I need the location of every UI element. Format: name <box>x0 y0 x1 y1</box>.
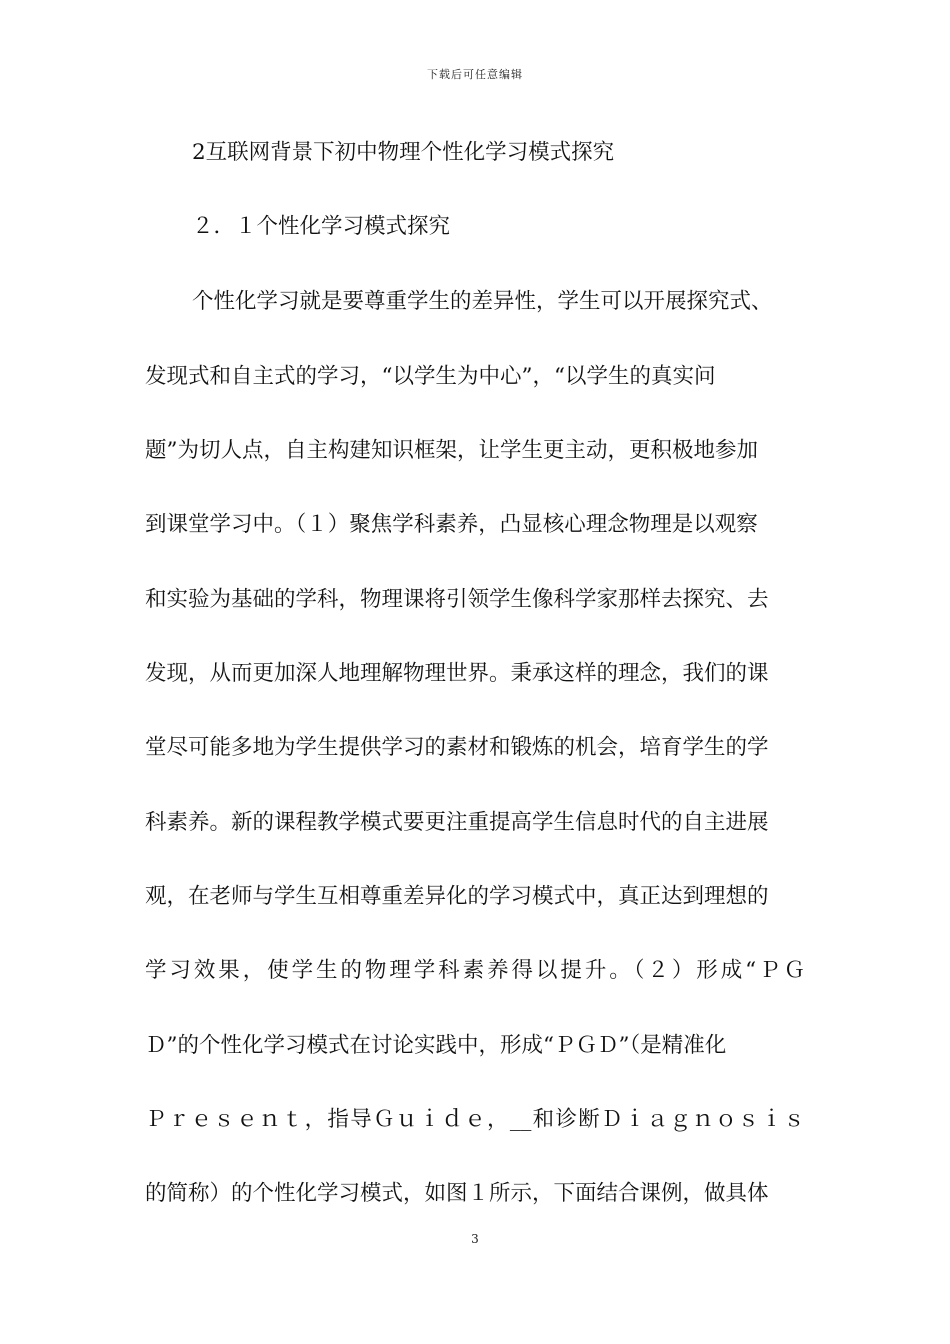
paragraph-line: 科素养。新的课程教学模式要更注重提高学生信息时代的自主进展 <box>145 810 769 835</box>
page-number: 3 <box>471 1232 479 1246</box>
subsection-heading: ２．１个性化学习模式探究 <box>192 214 451 239</box>
paragraph-line: 的简称）的个性化学习模式，如图１所示，下面结合课例，做具体 <box>145 1181 769 1206</box>
paragraph-line: 堂尽可能多地为学生提供学习的素材和锻炼的机会，培育学生的学 <box>145 735 769 760</box>
paragraph-line: Ｄ”的个性化学习模式在讨论实践中，形成“ＰＧＤ”（是精准化 <box>145 1033 727 1058</box>
paragraph-first-line: 个性化学习就是要尊重学生的差异性，学生可以开展探究式、 <box>192 289 773 314</box>
paragraph-line: 观，在老师与学生互相尊重差异化的学习模式中，真正达到理想的 <box>145 884 769 909</box>
paragraph-line: 到课堂学习中。（１）聚焦学科素养，凸显核心理念物理是以观察 <box>145 512 758 537</box>
paragraph-line: Ｐｒｅｓｅｎｔ，指导Ｇｕｉｄｅ，__和诊断Ｄｉａｇｎｏｓｉｓ <box>145 1107 805 1132</box>
paragraph-line: 学习效果，使学生的物理学科素养得以提升。（２）形成“ＰＧ <box>145 958 805 983</box>
page-header: 下载后可任意编辑 <box>427 68 523 81</box>
paragraph-line: 发现式和自主式的学习，“以学生为中心”，“以学生的真实问 <box>145 364 716 389</box>
section-heading: 2互联网背景下初中物理个性化学习模式探究 <box>192 140 615 165</box>
paragraph-line: 题”为切人点，自主构建知识框架，让学生更主动，更积极地参加 <box>145 438 758 463</box>
paragraph-line: 和实验为基础的学科，物理课将引领学生像科学家那样去探究、去 <box>145 587 769 612</box>
paragraph-line: 发现，从而更加深人地理解物理世界。秉承这样的理念，我们的课 <box>145 661 769 686</box>
